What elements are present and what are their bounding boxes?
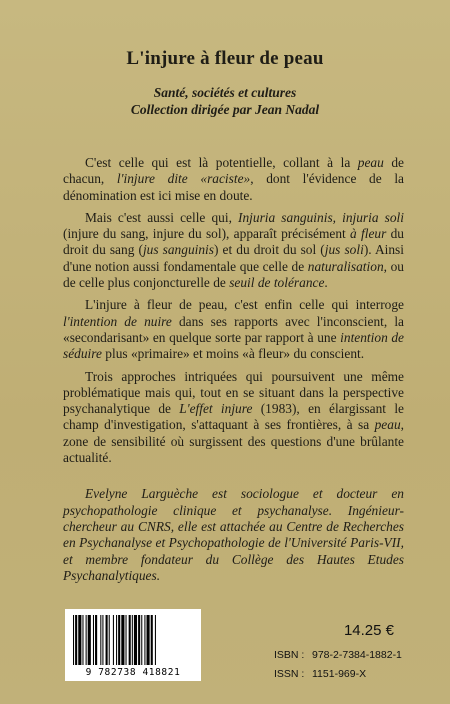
text: de chacun, bbox=[63, 155, 404, 187]
issn-line bbox=[274, 668, 366, 680]
emphasis: seuil de tolérance bbox=[229, 275, 325, 291]
emphasis: jus soli bbox=[324, 242, 364, 258]
text: (injure du sang, injure du sol), apparaît précisément bbox=[63, 226, 351, 242]
emphasis: intention de séduire bbox=[63, 329, 404, 362]
text: Trois approches intriquées qui poursuivent une même problématique mais qui, tout en se situant dans la perspective psychanalytique de bbox=[63, 368, 404, 417]
series-editor: Collection dirigée par Jean Nadal bbox=[130, 102, 320, 117]
blurb-paragraph-1 bbox=[63, 155, 404, 204]
isbn-label: ISBN : bbox=[274, 649, 305, 661]
isbn-line bbox=[274, 649, 402, 661]
text: , zone de sensibilité où surgissent des questions d'une brûlante actualité. bbox=[63, 417, 404, 466]
emphasis: à fleur bbox=[350, 226, 387, 242]
text: plus «primaire» et moins «à fleur» du conscient. bbox=[101, 346, 365, 362]
text: L'injure à fleur de peau, c'est enfin celle qui interroge bbox=[85, 297, 404, 313]
text: ) et du droit du sol ( bbox=[214, 242, 325, 258]
blurb bbox=[63, 155, 404, 590]
blurb-paragraph-2 bbox=[63, 210, 404, 291]
issn-value: 1151-969-X bbox=[312, 668, 367, 680]
text: , ou de celle plus conjoncturelle de bbox=[63, 258, 404, 291]
emphasis: peau bbox=[374, 417, 401, 433]
emphasis: l'injure dite «raciste» bbox=[116, 171, 251, 187]
text: dans ses rapports avec l'inconscient, la «secondarisant» en quelque sorte par rapport à une bbox=[63, 313, 405, 345]
text: . bbox=[324, 275, 328, 291]
emphasis: Injuria sanguinis, injuria soli bbox=[238, 209, 404, 225]
text: C'est celle qui est là potentielle, collant à la bbox=[85, 155, 358, 170]
emphasis: naturalisation bbox=[307, 258, 384, 274]
series-name: Santé, sociétés et cultures bbox=[153, 85, 297, 100]
emphasis: jus sanguinis bbox=[142, 242, 214, 258]
text: (1983), en élargissant le champ d'investigation, s'attaquant à ses frontières, à sa bbox=[63, 401, 404, 433]
barcode-number: 9 782738 418821 bbox=[85, 667, 181, 678]
book-title: L'injure à fleur de peau bbox=[126, 48, 324, 69]
text: ). Ainsi d'une notion aussi fondamentale que celle de bbox=[63, 242, 404, 274]
blurb-paragraph-3 bbox=[63, 297, 404, 362]
author-bio: Evelyne Larguèche est sociologue et docteur en psychopathologie clinique et psychanalyse. Ingénieur-chercheur au CNRS, elle est attachée au Centre de Recherches en Psychanalyse et Psychopathologie de l'Université Paris-VII, et membre fondateur du Collège des Hautes Etudes Psychanalytiques. bbox=[63, 486, 404, 583]
issn-label: ISSN : bbox=[274, 668, 305, 680]
text: du droit du sang ( bbox=[63, 226, 404, 258]
barcode bbox=[65, 609, 201, 681]
price: 14.25 € bbox=[343, 622, 394, 639]
barcode-bars-icon bbox=[71, 615, 195, 665]
blurb-paragraph-4 bbox=[63, 369, 404, 467]
text: , dont l'évidence de la dénomination est ici mise en doute. bbox=[63, 171, 404, 203]
emphasis: l'intention de nuire bbox=[63, 313, 172, 329]
emphasis: L'effet injure bbox=[179, 401, 253, 417]
text: Mais c'est aussi celle qui, bbox=[85, 209, 239, 225]
isbn-value: 978-2-7384-1882-1 bbox=[312, 649, 402, 661]
emphasis: peau bbox=[357, 155, 384, 170]
